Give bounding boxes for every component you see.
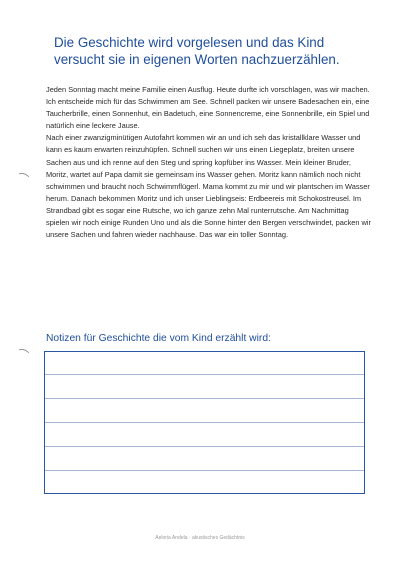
page-title: Die Geschichte wird vorgelesen und das Kind versucht sie in eigenen Worten nachzuerzählen. [54,35,340,67]
story-paragraph: Nach einer zwanzigminütigen Autofahrt kommen wir an und ich seh das kristallklare Wasser und kann es kaum erwarten reinzuhüpfen. Schnell suchen wir uns einen Liegeplatz, breiten unsere Sachen aus und ich renne auf den Steg und spring kopfüber ins Wasser. Mein kleiner Bruder, Moritz, wartet auf Papa damit sie gemeinsam ins Wasser gehen. Moritz kann nämlich noch nicht schwimmen und braucht noch Schwimmflügerl. Mama kommt zu mir und wir plantschen im Wasser herum. Danach bekommen Moritz und ich unser Lieblingseis: Erdbeereis mit Schokostreusel. Im Strandbad gibt es sogar eine Rutsche, wo ich ganze zehn Mal runterrutsche. Am Nachmittag spielen wir noch einige Runden Uno und als die Sonne hinter den Bergen verschwindet, packen wir unsere Sachen und fahren wieder nachhause. Das war ein toller Sonntag. [46,133,371,240]
notes-title: Notizen für Geschichte die vom Kind erzählt wird: [46,333,271,344]
notes-line [45,374,364,375]
notes-line [45,470,364,471]
notes-line [45,398,364,399]
notes-box[interactable] [44,351,365,494]
story-text [46,84,372,241]
footer-text: Aeloria Andela · akustisches Gedächtnis [155,535,245,541]
notes-line [45,446,364,447]
punch-mark-icon [18,172,30,178]
notes-line [45,422,364,423]
punch-mark-icon [18,348,30,354]
story-paragraph: Jeden Sonntag macht meine Familie einen Ausflug. Heute durfte ich vorschlagen, was wir machen. Ich entscheide mich für das Schwimmen am See. Schnell packen wir unsere Badesachen ein, eine Taucherbrille, einen Sonnenhut, ein Badetuch, eine Sonnencreme, eine Sonnenbrille, ein Spiel und natürlich eine leckere Jause. [46,85,370,131]
